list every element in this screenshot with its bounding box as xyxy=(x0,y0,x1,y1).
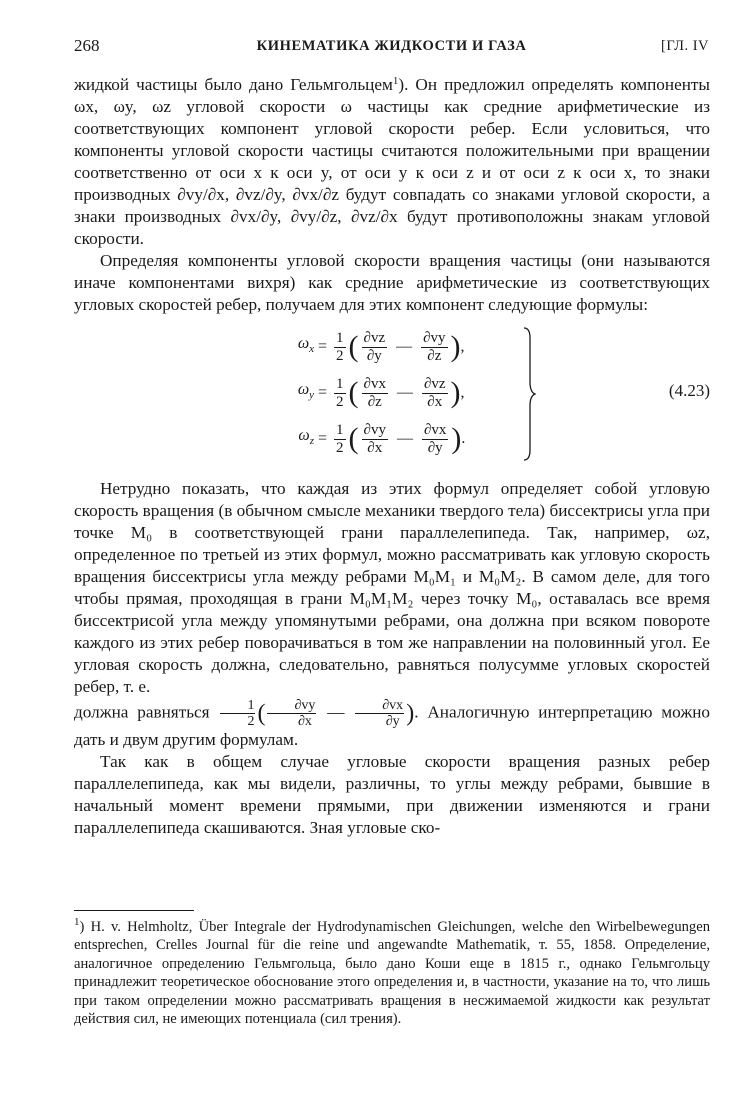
paragraph-2: Определяя компоненты угловой скорости вращения частицы (они называются иначе компонентами вихря) как средние арифметические из соответствующих угловых скоростей ребер, получаем для этих компонент следующие формулы: xyxy=(74,251,710,314)
numerator-frac: $\frac{\partial vx}{\partial z}$ xyxy=(363,375,386,410)
inline-frac-1: $\frac{\partial vy}{\partial x}$ xyxy=(267,698,316,729)
numerator-frac: $\frac{\partial vy}{\partial x}$ xyxy=(363,421,386,456)
running-title: КИНЕМАТИКА ЖИДКОСТИ И ГАЗА xyxy=(256,38,527,54)
formula-rows xyxy=(254,324,534,462)
paragraph-3: Нетрудно показать, что каждая из этих формул определяет собой угловую скорость вращения (в обычном смысле механики твердого тела) биссектрисы угла при точке M₀ в соответствующей грани параллелепипеда. Так, например, ωz, определенное по третьей из этих формул, можно рассматривать как угловую скорость вращения биссектрисы угла между ребрами M₀M₁ и M₀M₂. В самом деле, для того чтобы прямая, проходящая в грани M₀M₁M₂ через точку M₀, оставалась все время биссектрисой угла между упомянутыми ребрами, она должна при всяком повороте каждого из этих ребер поворачиваться в том же направлении на половинный угол. Ее угловая скорость должна, следовательно, равняться полусумме угловых скоростей ребер, т. е. должна равняться $\frac{1}{2}$ ( $\frac{\partial vy}{\partial x}$ — $\frac{\partial vx}{\partial y}$ ). Аналогичную интерпретацию можно дать и двум другим формулам. xyxy=(74,479,710,749)
page-body xyxy=(74,74,710,839)
paragraph-1: жидкой частицы было дано Гельмгольцем$^1$). Он предложил определять компоненты ωx, ωy, ωz угловой скорости ω частицы как средние арифметические из соответствующих компонент угловой скорости ребер. Если условиться, что компоненты угловой скорости частицы считаются положительными при вращении соответственно от оси x к оси y, от оси y к оси z и от оси z к оси x, то знаки производных ∂vy/∂x, ∂vz/∂y, ∂vx/∂z будут совпадать со знаками угловой скорости, а знаки производных ∂vx/∂y, ∂vy/∂z, ∂vz/∂x будут противоположны знакам угловой скорости. xyxy=(74,75,710,248)
paragraph-3-pre: должна равняться xyxy=(74,702,210,722)
numerator-frac: $\frac{\partial vz}{\partial y}$ xyxy=(363,329,386,364)
formula-4-23 xyxy=(74,324,710,466)
chapter-label: [ГЛ. IV xyxy=(660,38,709,54)
footnote-rule xyxy=(74,910,194,911)
subtrahend-frac: $\frac{\partial vz}{\partial x}$ xyxy=(423,375,446,410)
footnote-number: 1 xyxy=(74,916,80,928)
page-number: 268 xyxy=(74,36,100,55)
paragraph-1-text: компоненты ωx, ωy, ωz угловой скорости ω частицы как средние арифметические из соответствующих компонент угловой скорости ребер. Если условиться, что компоненты угловой скорости частицы считаются положительными при вращении соответственно от оси x к оси y, от оси y к оси z и от оси z к оси x, то знаки производных ∂vy/∂x, ∂vz/∂y, ∂vx/∂z будут совпадать со знаками угловой скорости, а знаки производных ∂vx/∂y, ∂vy/∂z, ∂vz/∂x будут противоположны знакам угловой скорости. xyxy=(74,75,710,248)
paragraph-1-start: жидкой частицы было дано Гельмгольцем xyxy=(74,75,393,94)
paragraph-3-post: . Аналогичную интерпретацию можно дать и двум другим формулам. xyxy=(74,702,710,749)
subtrahend-frac: $\frac{\partial vx}{\partial y}$ xyxy=(423,421,447,456)
paragraph-3-text: Нетрудно показать, что каждая из этих формул определяет собой угловую скорость вращения (в обычном смысле механики твердого тела) биссектрисы угла при точке M₀ в соответствующей грани параллелепипеда. Так, например, ωz, определенное по третьей из этих формул, можно рассматривать как угловую скорость вращения биссектрисы угла между ребрами M₀M₁ и M₀M₂. В самом деле, для того чтобы прямая, проходящая в грани M₀M₁M₂ через точку M₀, оставалась все время биссектрисой угла между упомянутыми ребрами, она должна при всяком повороте каждого из этих ребер поворачиваться в том же направлении на половинный угол. Ее угловая скорость должна, следовательно, равняться полусумме угловых скоростей ребер, т. е. xyxy=(74,479,710,696)
paragraph-4: Так как в общем случае угловые скорости вращения разных ребер параллелепипеда, как мы видели, различны, то углы между ребрами, бывшие в начальный момент времени прямыми, при движении изменяются и грани параллелепипеда скашиваются. Зная угловые ско- xyxy=(74,752,710,837)
formula-row: $\omega_y$ = $\frac{1}{2}$ ( $\frac{\partial vx}{\partial z}$ — $\frac{\partial vz}{\partial x}$ ) , xyxy=(297,375,465,410)
formula-row: $\omega_z$ = $\frac{1}{2}$ ( $\frac{\partial vy}{\partial x}$ — $\frac{\partial vx}{\partial y}$ ) . xyxy=(298,421,466,456)
right-brace xyxy=(522,326,536,462)
formula-row: $\omega_x$ = $\frac{1}{2}$ ( $\frac{\partial vz}{\partial y}$ — $\frac{\partial vy}{\partial z}$ ) , xyxy=(297,329,465,364)
footnote-marker: 1 xyxy=(392,75,399,87)
footnote-text: H. v. Helmholtz, Über Integrale der Hydrodynamischen Gleichungen, welche den Wirbelbewegungen entsprechen, Crelles Journal für die reine und angewandte Mathematik, т. 55, 1858. Определение, аналогичное определению Гельмгольца, было дано Коши еще в 1815 г., однако Гельмгольцу принадлежит теоретическое обоснование этого определения и, в частности, указание на то, что лишь при таком определении можно рассматривать вращения в несжимаемой жидкости как результат действия сил, не имеющих потенциала (сил трения). xyxy=(74,919,710,1028)
inline-frac-2: $\frac{\partial vx}{\partial y}$ xyxy=(355,698,404,729)
inline-half: $\frac{1}{2}$ xyxy=(220,698,255,729)
subtrahend-frac: $\frac{\partial vy}{\partial z}$ xyxy=(423,329,446,364)
equation-number: (4.23) xyxy=(668,381,710,400)
footnote: $^1$) H. v. Helmholtz, Über Integrale der Hydrodynamischen Gleichungen, welche den Wirbelbewegungen entsprechen, Crelles Journal für die reine und angewandte Mathematik, т. 55, 1858. Определение, аналогичное определению Гельмгольца, было дано Коши еще в 1815 г., однако Гельмгольцу принадлежит теоретическое обоснование этого определения и, в частности, указание на то, что лишь при таком определении можно рассматривать вращения в несжимаемой жидкости как результат действия сил, не имеющих потенциала (сил трения). xyxy=(74,916,710,1028)
page-header xyxy=(74,36,709,64)
